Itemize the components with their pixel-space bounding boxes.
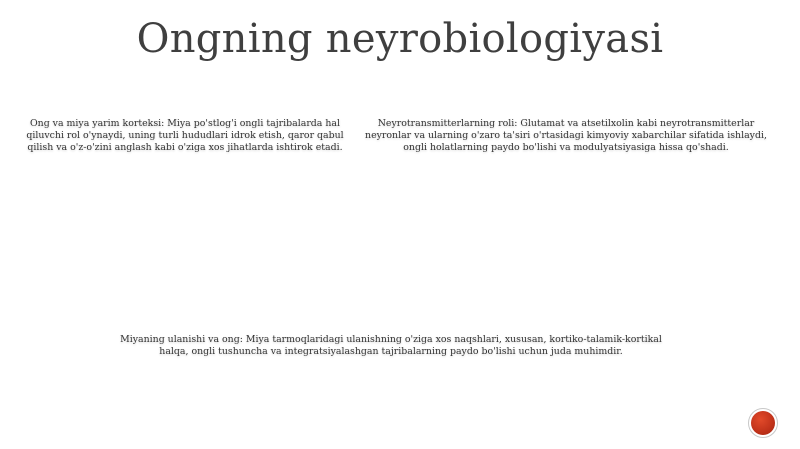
slide-title: Ongning neyrobiologiyasi <box>136 16 664 62</box>
text-block-connectivity: Miyaning ulanishi va ong: Miya tarmoqlaridagi ulanishning o'ziga xos naqshlari, xususan, kortiko-talamik-kortikal halqa, ongli tushuncha va integratsiyalashgan tajribalarning paydo bo'lishi uchun juda muhimdir. <box>120 334 662 357</box>
circle-button-icon <box>751 411 775 435</box>
text-block-neurotransmitters: Neyrotransmitterlarning roli: Glutamat va atsetilxolin kabi neyrotransmitterlar neyronlar va ularning o'zaro ta'siri o'rtasidagi kimyoviy xabarchilar sifatida ishlaydi, ongli holatlarning paydo bo'lishi va modulyatsiyasiga hissa qo'shadi. <box>365 118 767 153</box>
text-block-cortex: Ong va miya yarim korteksi: Miya po'stlog'i ongli tajribalarda hal qiluvchi rol o'ynaydi, uning turli hududlari idrok etish, qaror qabul qilish va o'z-o'zini anglash kabi o'ziga xos jihatlarda ishtirok etadi. <box>26 118 344 153</box>
next-slide-button[interactable] <box>748 408 778 438</box>
